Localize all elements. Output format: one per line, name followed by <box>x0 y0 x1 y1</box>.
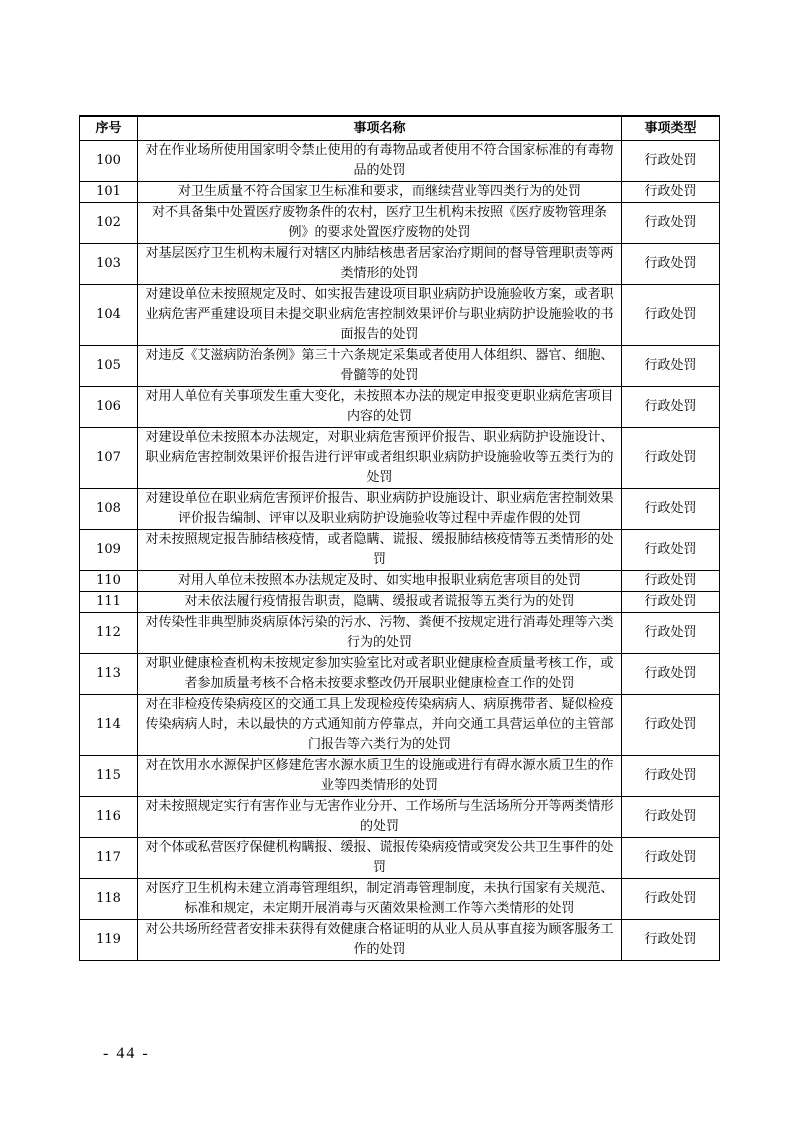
row-name-cell: 对未按照规定实行有害作业与无害作业分开、工作场所与生活场所分开等两类情形的处罚 <box>138 797 622 838</box>
row-number-cell: 118 <box>80 879 138 920</box>
row-name-cell: 对卫生质量不符合国家卫生标准和要求，而继续营业等四类行为的处罚 <box>138 182 622 203</box>
page-number: - 44 - <box>103 1045 150 1062</box>
row-number-cell: 105 <box>80 346 138 387</box>
row-number-cell: 117 <box>80 838 138 879</box>
table-row <box>80 141 720 182</box>
row-number-cell: 114 <box>80 695 138 756</box>
row-type-cell: 行政处罚 <box>622 203 720 244</box>
table-row <box>80 244 720 285</box>
row-number-cell: 101 <box>80 182 138 203</box>
row-number-cell: 103 <box>80 244 138 285</box>
row-type-cell: 行政处罚 <box>622 428 720 489</box>
row-number-cell: 116 <box>80 797 138 838</box>
row-type-cell: 行政处罚 <box>622 346 720 387</box>
row-number-cell: 115 <box>80 756 138 797</box>
row-type-cell: 行政处罚 <box>622 489 720 530</box>
row-name-cell: 对不具备集中处置医疗废物条件的农村，医疗卫生机构未按照《医疗废物管理条例》的要求处置医疗废物的处罚 <box>138 203 622 244</box>
row-type-cell: 行政处罚 <box>622 244 720 285</box>
row-name-cell: 对建设单位在职业病危害预评价报告、职业病防护设施设计、职业病危害控制效果评价报告编制、评审以及职业病防护设施验收等过程中弄虚作假的处罚 <box>138 489 622 530</box>
row-number-cell: 106 <box>80 387 138 428</box>
row-number-cell: 108 <box>80 489 138 530</box>
table-row <box>80 203 720 244</box>
header-item-name: 事项名称 <box>138 116 622 141</box>
row-number-cell: 112 <box>80 613 138 654</box>
table-row <box>80 879 720 920</box>
table-row <box>80 920 720 961</box>
table-row <box>80 489 720 530</box>
header-number: 序号 <box>80 116 138 141</box>
row-number-cell: 104 <box>80 285 138 346</box>
table-row <box>80 592 720 613</box>
row-name-cell: 对建设单位未按照本办法规定，对职业病危害预评价报告、职业病防护设施设计、职业病危害控制效果评价报告进行评审或者组织职业病防护设施验收等五类行为的处罚 <box>138 428 622 489</box>
row-type-cell: 行政处罚 <box>622 654 720 695</box>
row-name-cell: 对公共场所经营者安排未获得有效健康合格证明的从业人员从事直接为顾客服务工作的处罚 <box>138 920 622 961</box>
table-row <box>80 695 720 756</box>
items-table <box>79 115 720 961</box>
row-name-cell: 对在作业场所使用国家明令禁止使用的有毒物品或者使用不符合国家标准的有毒物品的处罚 <box>138 141 622 182</box>
row-number-cell: 109 <box>80 530 138 571</box>
row-name-cell: 对建设单位未按照规定及时、如实报告建设项目职业病防护设施验收方案，或者职业病危害严重建设项目未提交职业病危害控制效果评价与职业病防护设施验收的书面报告的处罚 <box>138 285 622 346</box>
table-row <box>80 654 720 695</box>
row-name-cell: 对在饮用水水源保护区修建危害水源水质卫生的设施或进行有碍水源水质卫生的作业等四类情形的处罚 <box>138 756 622 797</box>
table-row <box>80 530 720 571</box>
table-row <box>80 613 720 654</box>
row-name-cell: 对基层医疗卫生机构未履行对辖区内肺结核患者居家治疗期间的督导管理职责等两类情形的处罚 <box>138 244 622 285</box>
table-row <box>80 838 720 879</box>
row-type-cell: 行政处罚 <box>622 571 720 592</box>
row-name-cell: 对违反《艾滋病防治条例》第三十六条规定采集或者使用人体组织、器官、细胞、骨髓等的处罚 <box>138 346 622 387</box>
table-header-row <box>80 116 720 141</box>
row-type-cell: 行政处罚 <box>622 285 720 346</box>
row-number-cell: 107 <box>80 428 138 489</box>
row-type-cell: 行政处罚 <box>622 613 720 654</box>
row-name-cell: 对医疗卫生机构未建立消毒管理组织，制定消毒管理制度，未执行国家有关规范、标准和规定，未定期开展消毒与灭菌效果检测工作等六类情形的处罚 <box>138 879 622 920</box>
row-name-cell: 对用人单位有关事项发生重大变化，未按照本办法的规定申报变更职业病危害项目内容的处罚 <box>138 387 622 428</box>
table-row <box>80 756 720 797</box>
header-item-type: 事项类型 <box>622 116 720 141</box>
row-name-cell: 对传染性非典型肺炎病原体污染的污水、污物、粪便不按规定进行消毒处理等六类行为的处罚 <box>138 613 622 654</box>
row-name-cell: 对用人单位未按照本办法规定及时、如实地申报职业病危害项目的处罚 <box>138 571 622 592</box>
row-type-cell: 行政处罚 <box>622 592 720 613</box>
row-type-cell: 行政处罚 <box>622 530 720 571</box>
table-row <box>80 285 720 346</box>
row-type-cell: 行政处罚 <box>622 695 720 756</box>
row-number-cell: 119 <box>80 920 138 961</box>
row-number-cell: 100 <box>80 141 138 182</box>
row-name-cell: 对未按照规定报告肺结核疫情，或者隐瞒、谎报、缓报肺结核疫情等五类情形的处罚 <box>138 530 622 571</box>
row-name-cell: 对在非检疫传染病疫区的交通工具上发现检疫传染病病人、病原携带者、疑似检疫传染病病人时，未以最快的方式通知前方停靠点，并向交通工具营运单位的主管部门报告等六类行为的处罚 <box>138 695 622 756</box>
row-type-cell: 行政处罚 <box>622 387 720 428</box>
table-row <box>80 571 720 592</box>
table-row <box>80 428 720 489</box>
row-type-cell: 行政处罚 <box>622 182 720 203</box>
row-type-cell: 行政处罚 <box>622 141 720 182</box>
row-type-cell: 行政处罚 <box>622 879 720 920</box>
table-row <box>80 346 720 387</box>
row-type-cell: 行政处罚 <box>622 920 720 961</box>
table-row <box>80 182 720 203</box>
row-number-cell: 113 <box>80 654 138 695</box>
row-type-cell: 行政处罚 <box>622 838 720 879</box>
row-number-cell: 111 <box>80 592 138 613</box>
row-type-cell: 行政处罚 <box>622 756 720 797</box>
row-name-cell: 对个体或私营医疗保健机构瞒报、缓报、谎报传染病疫情或突发公共卫生事件的处罚 <box>138 838 622 879</box>
table-row <box>80 797 720 838</box>
row-number-cell: 102 <box>80 203 138 244</box>
row-name-cell: 对未依法履行疫情报告职责，隐瞒、缓报或者谎报等五类行为的处罚 <box>138 592 622 613</box>
row-type-cell: 行政处罚 <box>622 797 720 838</box>
table-row <box>80 387 720 428</box>
row-name-cell: 对职业健康检查机构未按规定参加实验室比对或者职业健康检查质量考核工作，或者参加质量考核不合格未按要求整改仍开展职业健康检查工作的处罚 <box>138 654 622 695</box>
row-number-cell: 110 <box>80 571 138 592</box>
